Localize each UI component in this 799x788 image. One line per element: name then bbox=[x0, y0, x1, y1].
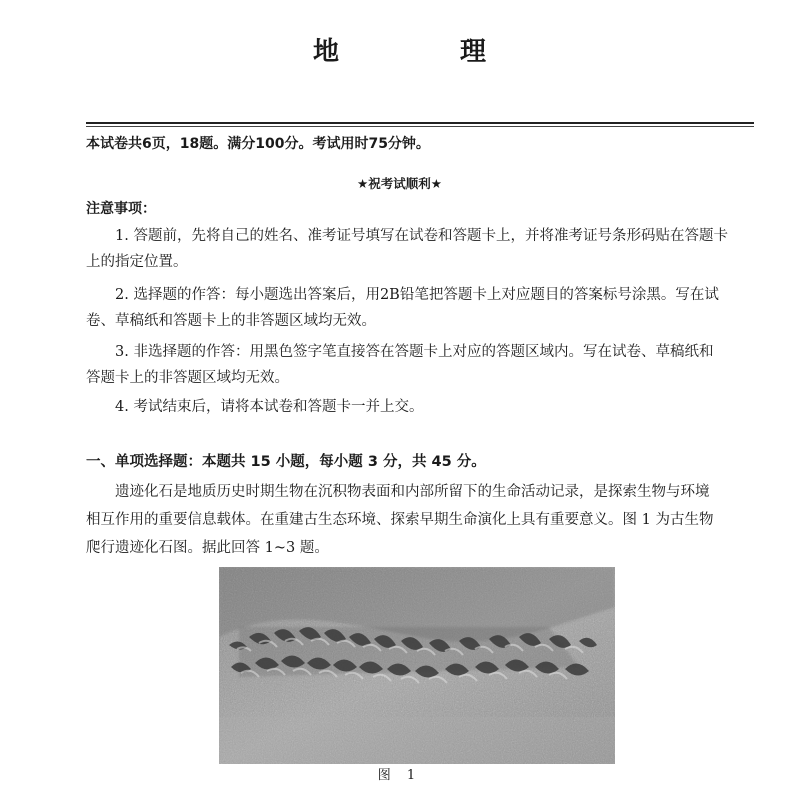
notice-line: 1. 答题前，先将自己的姓名、准考证号填写在试卷和答题卡上，并将准考证号条形码贴在答题卡 bbox=[115, 228, 728, 244]
page-title: 地 理 bbox=[312, 37, 543, 67]
figure-caption: 图 1 bbox=[377, 768, 422, 783]
notice-line: 卷、草稿纸和答题卡上的非答题区域均无效。 bbox=[86, 313, 376, 329]
notice-line: 3. 非选择题的作答：用黑色签字笔直接答在答题卡上对应的答题区域内。写在试卷、草稿纸和 bbox=[115, 344, 714, 360]
trace-fossil-photo bbox=[219, 567, 615, 764]
question-paragraph-line: 遗迹化石是地质历史时期生物在沉积物表面和内部所留下的生命活动记录，是探索生物与环境 bbox=[115, 484, 710, 500]
exam-intro: 本试卷共6页，18题。满分100分。考试用时75分钟。 bbox=[86, 136, 430, 152]
notice-line: 上的指定位置。 bbox=[86, 254, 188, 270]
good-luck-wish: ★祝考试顺利★ bbox=[357, 176, 442, 191]
notice-line: 2. 选择题的作答：每小题选出答案后，用2B铅笔把答题卡上对应题目的答案标号涂黑。写在试 bbox=[115, 287, 719, 303]
header-rule-thin bbox=[86, 126, 754, 127]
question-paragraph-line: 爬行遗迹化石图。据此回答 1~3 题。 bbox=[86, 540, 329, 556]
notice-heading: 注意事项： bbox=[86, 201, 156, 217]
question-paragraph-line: 相互作用的重要信息载体。在重建古生态环境、探索早期生命演化上具有重要意义。图 1 为古生物 bbox=[86, 512, 714, 528]
notice-line: 4. 考试结束后，请将本试卷和答题卡一并上交。 bbox=[115, 399, 424, 415]
section-heading: 一、单项选择题：本题共 15 小题，每小题 3 分，共 45 分。 bbox=[86, 454, 486, 470]
notice-line: 答题卡上的非答题区域均无效。 bbox=[86, 370, 289, 386]
header-rule-thick bbox=[86, 122, 754, 124]
